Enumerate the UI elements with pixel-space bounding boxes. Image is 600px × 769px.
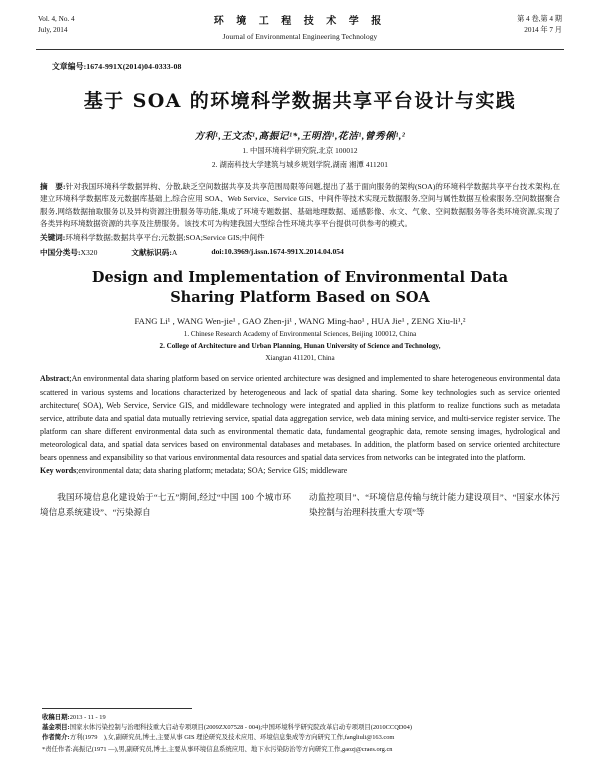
affiliation-en-2: 2. College of Architecture and Urban Planning, Hunan University of Science and Technology, [159,342,441,351]
keywords-en [40,465,560,478]
month-year-line: July, 2014 [38,26,68,35]
authors-cn: 方利¹,王文杰¹,高振记¹*,王明浩¹,花洁¹,曾秀俐¹,² [194,130,406,142]
footnote-fund [42,723,564,733]
document-code [131,247,177,258]
document-code-label: 文献标识码: [131,248,172,258]
masthead [36,14,564,42]
abstract-en-text: ;An environmental data sharing platform based on service oriented architecture was designed and implemented to share heterogeneous environmental data scattered in various systems and locations characterized by heterogeneous and lack of spatial data sharing. Some key technologies such as service oriented architecture( SOA), Web Service, Service GIS, and middleware technology were integrated and applied in this platform to realize functions such as metadata service, attribute data and spatial data mutually retrieving service, spatial data aggregation service, web data mining service, and multi-service register service. The platform can share different environmental data such as environmental thematic data, fundamental geographic data, remote sensing images, hydrological and meteorological data, and spatial data services based on environmental databases and metabases. In addition, the platform based on service oriented architecture bears openness and expansibility so that various environmental data resources and spatial data services from networks can be integrated into the platform. [40,374,560,463]
footnote-author-value: 方利(1979 ),女,副研究员,博士,主要从事 GIS 理论研究及技术应用、环境信息集成等方向研究工作,fangliuli@163.com [69,734,395,742]
page-title-en-line2: Sharing Platform Based on SOA [170,288,430,306]
journal-title-en: Journal of Environmental Engineering Technology [222,31,378,41]
footnote-author-label: 作者简介: [42,734,70,742]
masthead-volume [38,14,130,36]
body-column-right [309,490,560,520]
issue-date-cn: 2014 年 7 月 [524,26,562,35]
body-paragraph-left: 我国环境信息化建设始于“七五”期间,经过“中国 100 个城市环境信息系统建设”、“污染源自 [40,491,291,517]
authors-en: FANG Li¹ , WANG Wen-jie¹ , GAO Zhen-ji¹ , WANG Ming-hao¹ , HUA Jie¹ , ZENG Xiu-li¹,² [134,316,466,327]
masthead-journal-name [130,14,470,42]
footnote-corresponding-author: *责任作者:高振记(1971 —),男,副研究员,博士,主要从事环境信息系统应用、地下水污染防治等方向研究工作,gaozj@craes.org.cn [42,745,393,753]
abstract-cn [40,181,560,230]
keywords-cn-label: 关键词: [40,233,66,243]
clc-number [40,247,97,258]
footnote-fund-value: 国家水体污染控制与治理科技重大启动专项项目(2009ZX07528 - 004);中国环境科学研究院改革启动专项项目(2010CCQD04) [69,723,412,731]
classification-line [40,247,560,258]
keywords-en-text: ;environmental data; data sharing platform; metadata; SOA; Service GIS; middleware [76,466,348,476]
footnote-author-bio [42,733,564,743]
abstract-en [40,372,560,464]
affiliation-cn-2: 2. 湖南科技大学建筑与城乡规划学院,湖南 湘潭 411201 [211,159,389,169]
footnote-received [42,713,564,723]
page-title-cn: 基于 SOA 的环境科学数据共享平台设计与实践 [83,89,517,112]
doi-value: doi:10.3969/j.issn.1674-991X.2014.04.054 [211,247,344,257]
abstract-cn-text: 针对我国环境科学数据异构、分散,缺乏空间数据共享及共享范围局限等问题,提出了基于面向服务的架构(SOA)的环境科学数据共享平台技术架构,在建立环境科学数据库及元数据库基础上,综合应用 SOA、Web Service、Service GIS、中间件等技术实现元数据服务,空间与属性数据互检索服务,空间数据聚合服务,网络数据抽取服务以及异构资源注册服务等功能,集成了环境专题数据、基础地理数据、遥感影像、水文、气象、空间数据服务等各类环境资源,实现了各类异构环境数据资源的共享及注册服务。该技术可为构建我国大型综合性环境共享平台提供可供参考的模式。 [40,181,561,228]
footnote-received-value: 2013 - 11 - 19 [69,713,106,721]
keywords-cn-text: 环境科学数据;数据共享平台;元数据;SOA;Service GIS;中间件 [65,233,265,243]
journal-title-cn: 环 境 工 程 技 术 学 报 [213,16,387,27]
affiliation-en-1: 1. Chinese Research Academy of Environmental Sciences, Beijing 100012, China [183,330,417,339]
footnotes [36,708,564,756]
body-column-left [40,490,291,520]
body-columns [40,490,560,520]
footnote-received-label: 收稿日期: [42,713,70,721]
abstract-cn-label: 摘 要: [40,181,66,191]
footnote-divider [42,708,192,709]
keywords-cn [40,232,560,244]
affiliation-cn-1: 1. 中国环境科学研究院,北京 100012 [242,145,358,155]
page-title-en [70,268,530,307]
clc-value: X320 [80,248,98,258]
masthead-issue [470,14,562,36]
volume-line: Vol. 4, No. 4 [38,15,75,23]
article-number: 文章编号:1674-991X(2014)04-0333-08 [52,61,182,71]
keywords-en-label: Key words [40,466,77,476]
clc-label: 中国分类号: [40,248,81,258]
body-paragraph-right: 动监控项目”、“环境信息传输与统计能力建设项目”、“国家水体污染控制与治理科技重大专项”等 [309,491,560,517]
page-title-en-line1: Design and Implementation of Environmental Data [91,269,509,287]
abstract-en-label: Abstract [40,374,70,384]
masthead-divider [36,49,564,50]
affiliation-en-3: Xiangtan 411201, China [265,354,335,363]
document-code-value: A [171,248,178,258]
footnote-fund-label: 基金项目: [42,723,70,731]
issue-line-cn: 第 4 卷,第 4 期 [517,15,562,23]
